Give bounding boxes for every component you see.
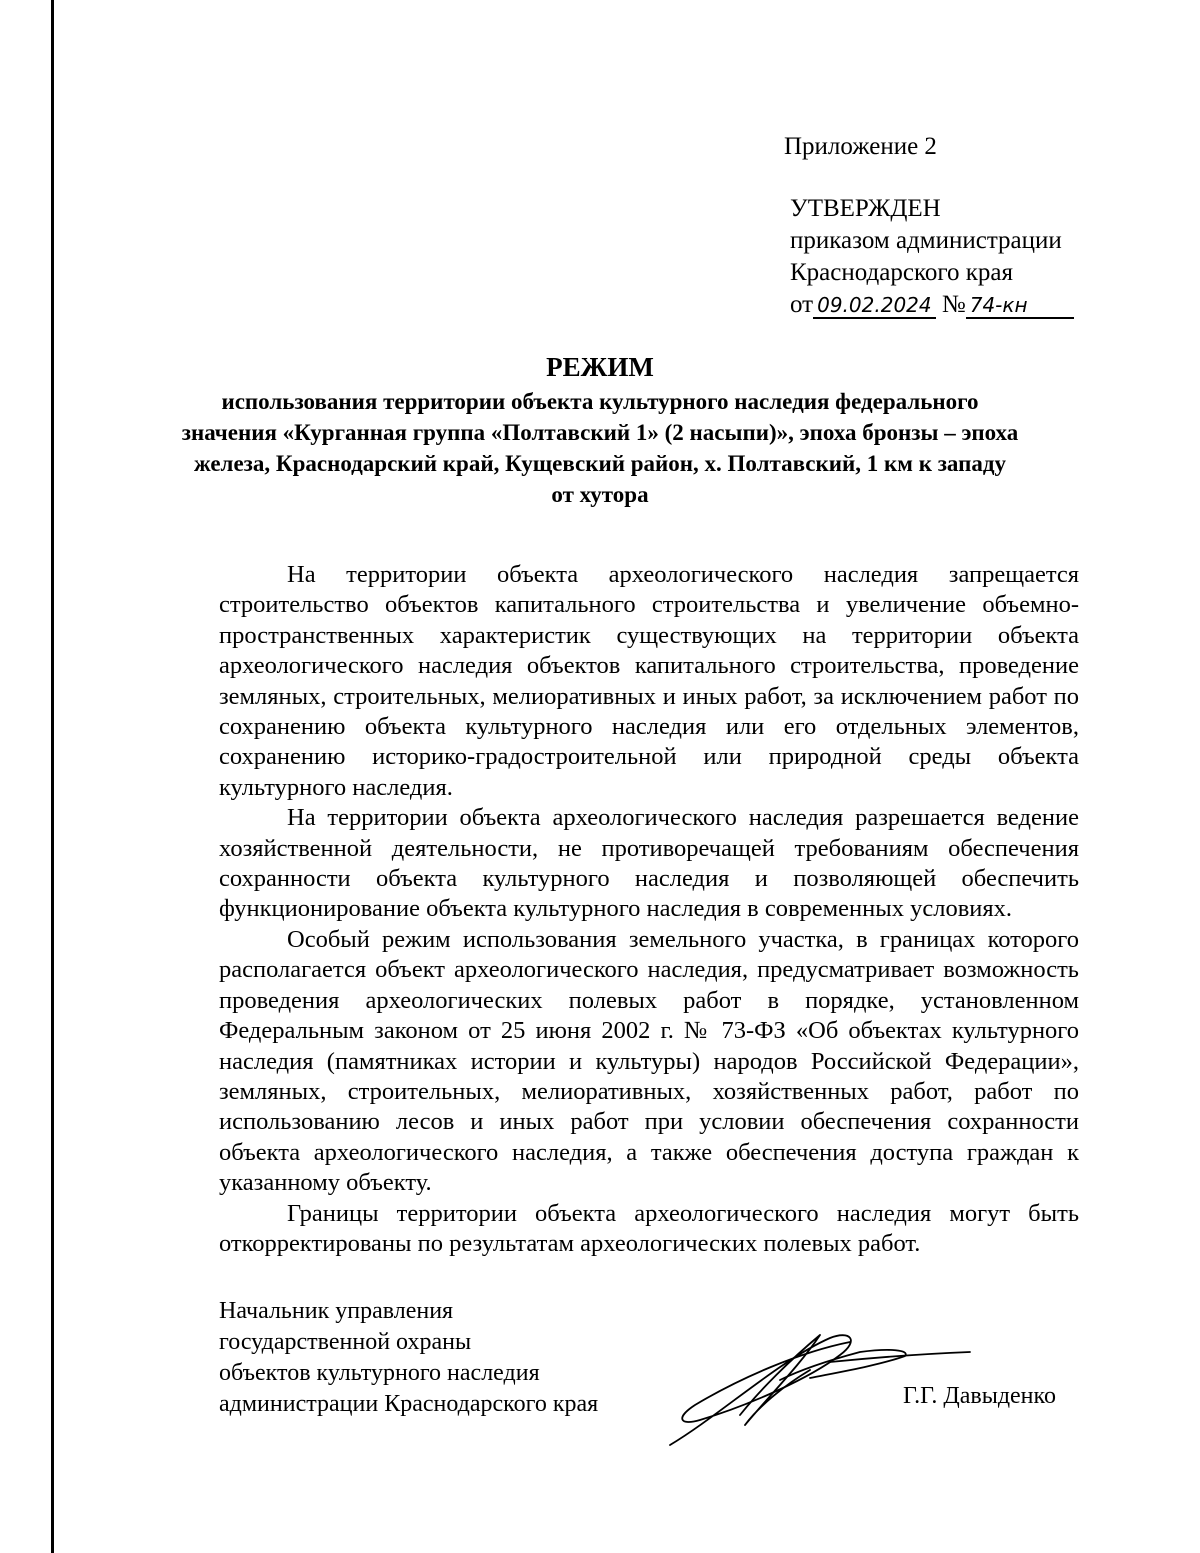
position-line: Начальник управления	[219, 1298, 454, 1324]
paragraph: Особый режим использования земельного участка, в границах которого располагается объект археологического наследия, предусматривает возможность проведения археологических полевых работ в порядке, установленном Федеральным законом от 25 июня 2002 г. № 73-ФЗ «Об объектах культурного наследия (памятниках истории и культуры) народов Российской Федерации», земляных, строительных, мелиоративных, хозяйственных работ, работ по использованию лесов и иных работ при условии обеспечения сохранности объекта археологического наследия, а также обеспечения доступа граждан к указанному объекту.	[219, 925, 1079, 1197]
approval-line-1: приказом администрации	[790, 227, 1062, 254]
paragraph: На территории объекта археологического наследия запрещается строительство объектов капитального строительства и увеличение объемно-пространственных характеристик существующих на территории объекта археологического наследия объектов капитального строительства, проведение земляных, строительных, мелиоративных и иных работ, за исключением работ по сохранению объекта культурного наследия или его отдельных элементов, сохранению историко-градостроительной или природной среды объекта культурного наследия.	[219, 561, 1079, 801]
signer-name: Г.Г. Давыденко	[903, 1383, 1056, 1409]
annex-label: Приложение 2	[784, 133, 937, 160]
signer-position	[219, 1296, 598, 1420]
approval-block	[790, 193, 1074, 321]
document-title: РЕЖИМ	[546, 352, 654, 382]
approval-status: УТВЕРЖДЕН	[790, 195, 941, 222]
approval-line-2: Краснодарского края	[790, 259, 1013, 286]
position-line: государственной охраны	[219, 1329, 472, 1355]
handwritten-number: 74-кн	[966, 293, 1074, 319]
date-prefix: от	[790, 291, 814, 318]
position-line: администрации Краснодарского края	[219, 1391, 599, 1417]
approval-date-line	[790, 289, 1074, 321]
page-edge-line	[51, 0, 54, 1553]
position-line: объектов культурного наследия	[219, 1360, 540, 1386]
handwritten-date: 09.02.2024	[813, 293, 936, 319]
document-subtitle: использования территории объекта культурного наследия федерального значения «Курганная группа «Полтавский 1» (2 насыпи)», эпоха бронзы – эпоха железа, Краснодарский край, Кущевский район, х. Полтавский, 1 км к западу от хутора	[181, 389, 1019, 507]
paragraph: На территории объекта археологического наследия разрешается ведение хозяйственной деятельности, не противоречащей требованиям обеспечения сохранности объекта культурного наследия и позволяющей обеспечить функционирование объекта культурного наследия в современных условиях.	[219, 804, 1079, 923]
paragraph: Границы территории объекта археологического наследия могут быть откорректированы по результатам археологических полевых работ.	[219, 1199, 1079, 1257]
number-prefix: №	[941, 291, 966, 318]
document-body	[219, 560, 1079, 1259]
document-title-block	[180, 352, 1020, 510]
